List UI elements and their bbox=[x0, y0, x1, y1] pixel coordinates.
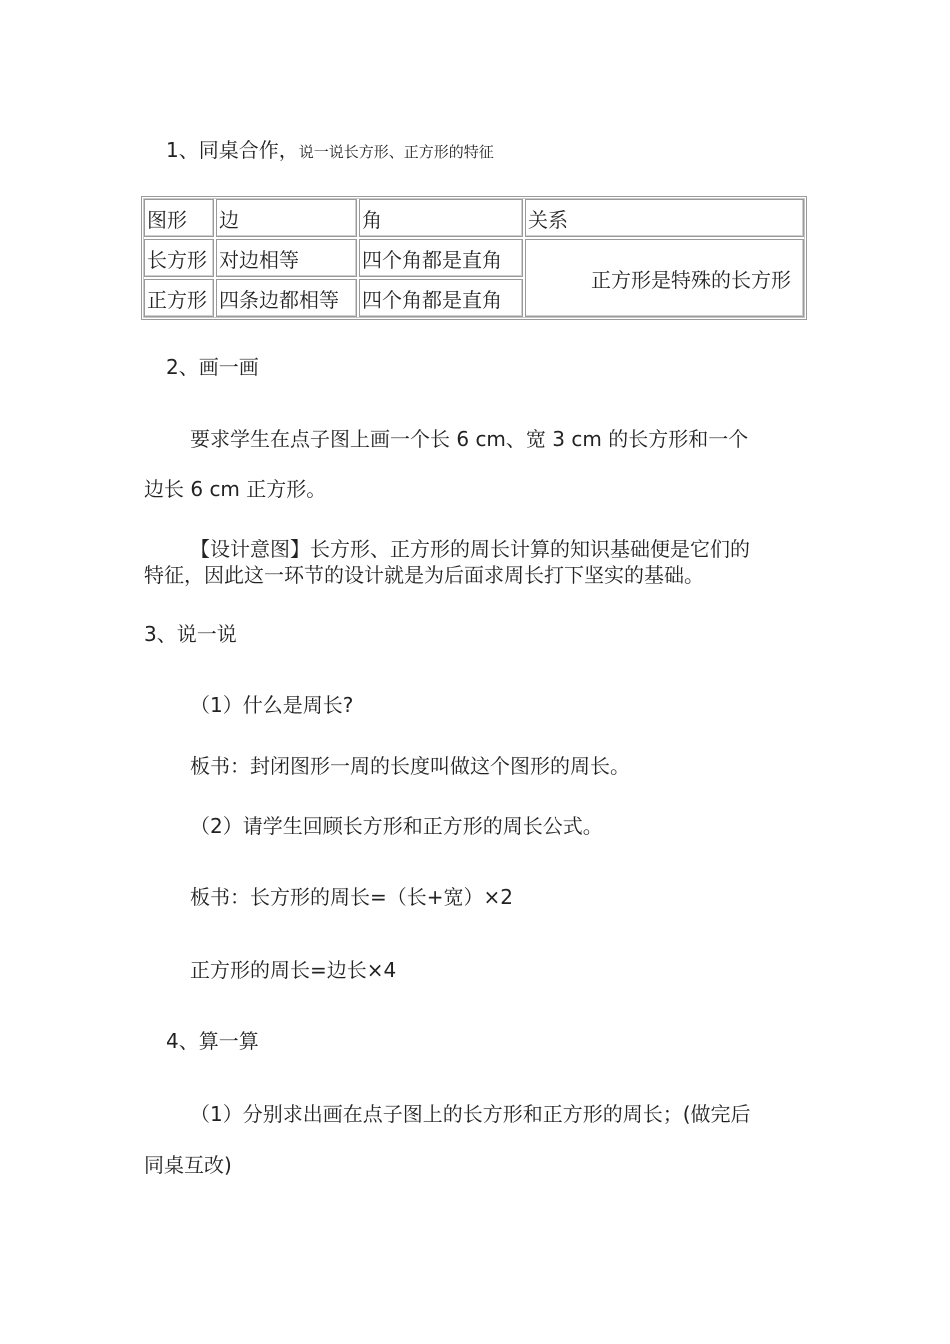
table-cell: 四个角都是直角 bbox=[359, 239, 523, 277]
table-cell: 对边相等 bbox=[216, 239, 357, 277]
section2-paragraph-line2: 边长 6 cm 正方形。 bbox=[144, 477, 327, 501]
section3-board3: 正方形的周长=边长×4 bbox=[190, 958, 397, 982]
section4-question1-line2: 同桌互改) bbox=[144, 1153, 232, 1177]
section4-question1-line1: （1）分别求出画在点子图上的长方形和正方形的周长；(做完后 bbox=[190, 1102, 751, 1126]
table-header-cell: 边 bbox=[216, 199, 357, 237]
table-cell: 长方形 bbox=[144, 239, 214, 277]
section3-board1: 板书：封闭图形一周的长度叫做这个图形的周长。 bbox=[190, 754, 630, 778]
table-header-cell: 图形 bbox=[144, 199, 214, 237]
section3-question1: （1）什么是周长? bbox=[190, 693, 354, 717]
table-row bbox=[144, 239, 804, 277]
section3-heading: 3、说一说 bbox=[144, 622, 237, 646]
table-cell: 四条边都相等 bbox=[216, 279, 357, 317]
section1-heading: 1、同桌合作， bbox=[166, 138, 299, 162]
section1-heading-line bbox=[166, 140, 494, 160]
design-intent-line2: 特征，因此这一环节的设计就是为后面求周长打下坚实的基础。 bbox=[144, 563, 704, 587]
section4-heading: 4、算一算 bbox=[166, 1029, 259, 1053]
section2-heading: 2、画一画 bbox=[166, 355, 259, 379]
table-cell: 四个角都是直角 bbox=[359, 279, 523, 317]
section2-paragraph-line1: 要求学生在点子图上画一个长 6 cm、宽 3 cm 的长方形和一个 bbox=[190, 427, 749, 451]
feature-table bbox=[141, 196, 807, 320]
table-header-cell: 关系 bbox=[525, 199, 804, 237]
table-cell: 正方形 bbox=[144, 279, 214, 317]
section3-question2: （2）请学生回顾长方形和正方形的周长公式。 bbox=[190, 814, 603, 838]
section3-board2: 板书：长方形的周长=（长+宽）×2 bbox=[190, 885, 513, 909]
table-header-cell: 角 bbox=[359, 199, 523, 237]
design-intent-line1: 【设计意图】长方形、正方形的周长计算的知识基础便是它们的 bbox=[190, 537, 750, 561]
relation-cell: 正方形是特殊的长方形 bbox=[525, 239, 804, 317]
table-header-row bbox=[144, 199, 804, 237]
section1-subtext: 说一说长方形、正方形的特征 bbox=[298, 143, 494, 161]
